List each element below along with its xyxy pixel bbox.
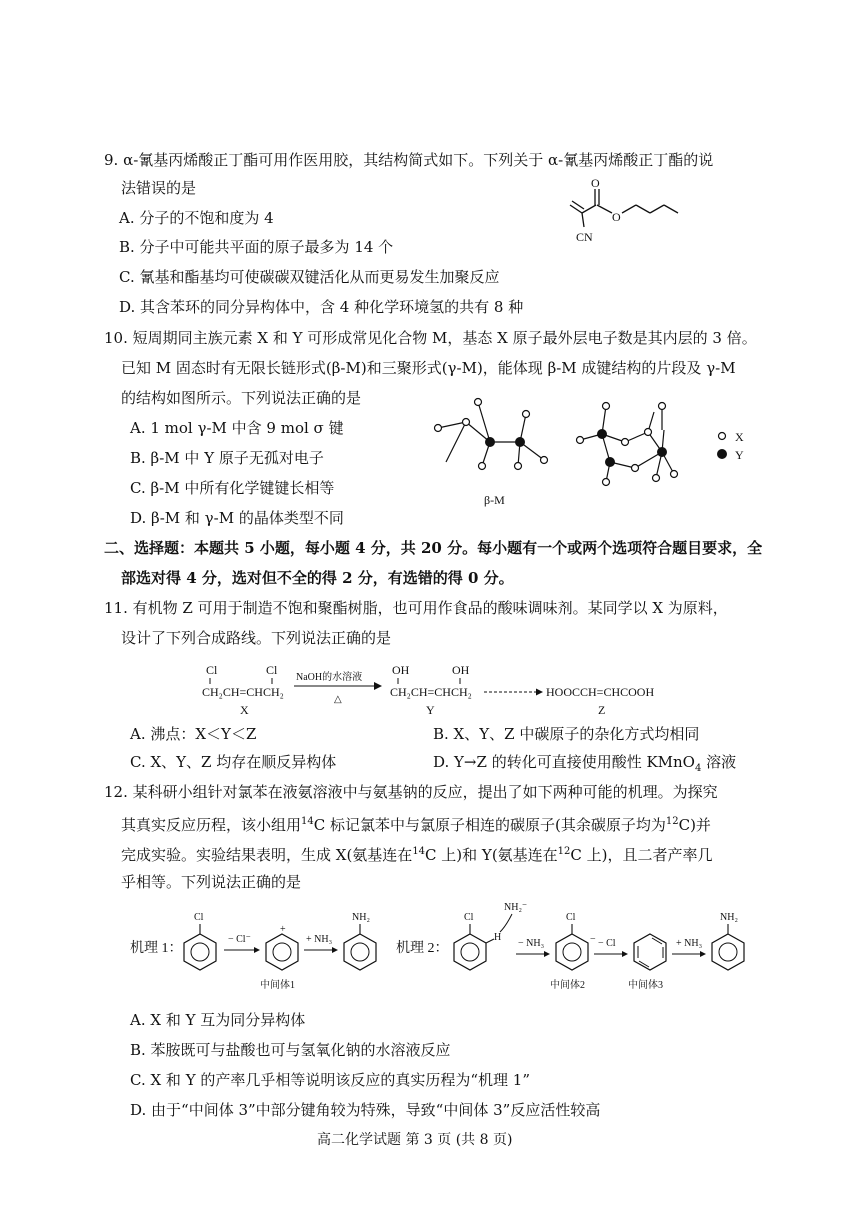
q11-y-label: Y	[426, 703, 435, 717]
q12-m1-plus-nh3: + NH₃	[306, 934, 333, 945]
q10-option-d: D. β-M 和 γ-M 的晶体类型不同	[130, 509, 344, 527]
q9-structure-diagram	[560, 175, 720, 255]
q12-option-c: C. X 和 Y 的产率几乎相等说明该反应的真实历程为“机理 1”	[130, 1071, 531, 1089]
q12-option-b: B. 苯胺既可与盐酸也可与氢氧化钠的水溶液反应	[130, 1041, 451, 1059]
q12-int3-label: 中间体3	[628, 980, 663, 991]
q10-structure-diagram	[430, 392, 770, 512]
q10-legend-x: X	[735, 430, 744, 444]
q11-option-a: A. 沸点：X＜Y＜Z	[130, 725, 257, 743]
q11-reagent-bottom: △	[334, 694, 342, 705]
q11-z-label: Z	[598, 703, 606, 717]
q11-reagent-top: NaOH的水溶液	[296, 672, 363, 683]
q11-option-d: D. Y→Z 的转化可直接使用酸性 KMnO$_4$ 溶液	[433, 753, 737, 774]
q9-stem-line1: 9. α-氰基丙烯酸正丁酯可用作医用胶，其结构简式如下。下列关于 α-氰基丙烯酸正丁酯的说	[104, 151, 714, 169]
svg-text:−: −	[590, 934, 596, 945]
section2-heading-line2: 部选对得 4 分，选对但不全的得 2 分，有选错的得 0 分。	[121, 569, 514, 587]
q9-struct-o-ester: O	[612, 210, 621, 224]
q12-m2-h: H	[494, 932, 502, 943]
q9-option-d: D. 其含苯环的同分异构体中，含 4 种化学环境氢的共有 8 种	[119, 298, 524, 316]
q12-stem-line3: 完成实验。实验结果表明，生成 X(氨基连在$^{14}$C 上)和 Y(氨基连在$^{12}$C 上)，且二者产率几	[121, 846, 713, 864]
q12-m2-nh2: NH₂	[720, 912, 738, 923]
q11-option-b: B. X、Y、Z 中碳原子的杂化方式均相同	[433, 725, 700, 743]
q12-m2-nh2-minus: NH₂⁻	[504, 902, 528, 913]
q12-stem-line1: 12. 某科研小组针对氯苯在液氨溶液中与氨基钠的反应，提出了如下两种可能的机理。为探究	[104, 783, 718, 801]
q11-x-cl1: Cl	[206, 663, 218, 677]
q12-int2-label: 中间体2	[550, 980, 585, 991]
q12-stem-line4: 乎相等。下列说法正确的是	[121, 873, 302, 891]
q12-m2-cl: Cl	[464, 912, 474, 923]
section2-heading-line1: 二、选择题：本题共 5 小题，每小题 4 分，共 20 分。每小题有一个或两个选项符合题目要求，全	[104, 539, 763, 557]
q11-option-c: C. X、Y、Z 均存在顺反异构体	[130, 753, 337, 771]
q12-m1-cl: Cl	[194, 912, 204, 923]
q12-m1-minus-cl: − Cl⁻	[228, 934, 251, 945]
q12-mech2-label: 机理 2：	[396, 941, 449, 956]
q10-option-b: B. β-M 中 Y 原子无孤对电子	[130, 449, 324, 467]
q10-option-a: A. 1 mol γ-M 中含 9 mol σ 键	[130, 419, 344, 437]
q12-m2-plus-nh3: + NH₃	[676, 938, 703, 949]
q9-struct-o-top: O	[591, 176, 600, 190]
q11-x-cl2: Cl	[266, 663, 278, 677]
q9-option-b: B. 分子中可能共平面的原子最多为 14 个	[119, 238, 394, 256]
q11-synthesis-route	[200, 660, 680, 718]
q12-mechanism-diagram	[120, 900, 760, 1000]
q11-stem-line1: 11. 有机物 Z 可用于制造不饱和聚酯树脂，也可用作食品的酸味调味剂。某同学以 X 为原料，	[104, 599, 728, 617]
q10-beta-m-label: β-M	[484, 493, 505, 507]
q11-x-label: X	[240, 703, 249, 717]
q11-y-oh1: OH	[392, 663, 410, 677]
page-footer: 高二化学试题 第 3 页 (共 8 页)	[317, 1132, 513, 1148]
q10-legend-y: Y	[735, 448, 744, 462]
q11-stem-line2: 设计了下列合成路线。下列说法正确的是	[121, 629, 392, 647]
q12-int2-cl: Cl	[566, 912, 576, 923]
q11-z-formula: HOOCCH=CHCOOH	[546, 685, 655, 699]
q12-option-a: A. X 和 Y 互为同分异构体	[130, 1011, 306, 1029]
q12-m2-minus-nh3: − NH₃	[518, 938, 545, 949]
q10-stem-line1: 10. 短周期同主族元素 X 和 Y 可形成常见化合物 M，基态 X 原子最外层电子数是其内层的 3 倍。	[104, 329, 757, 347]
q9-option-a: A. 分子的不饱和度为 4	[119, 209, 274, 227]
q12-m2-minus-cl: − Cl	[598, 938, 616, 949]
q10-stem-line2: 已知 M 固态时有无限长链形式(β-M)和三聚形式(γ-M)，能体现 β-M 成键结构的片段及 γ-M	[121, 359, 736, 377]
q12-m1-nh2: NH₂	[352, 912, 370, 923]
q9-struct-cn: CN	[576, 230, 593, 244]
q9-stem-line2: 法错误的是	[121, 179, 197, 197]
q10-option-c: C. β-M 中所有化学键键长相等	[130, 479, 335, 497]
q12-stem-line2: 其真实反应历程，该小组用$^{14}$C 标记氯苯中与氯原子相连的碳原子(其余碳原子均为$^{12}$C)并	[121, 816, 711, 834]
q11-y-oh2: OH	[452, 663, 470, 677]
svg-text:+: +	[280, 924, 286, 935]
q12-option-d: D. 由于“中间体 3”中部分键角较为特殊，导致“中间体 3”反应活性较高	[130, 1101, 601, 1119]
q12-int1-label: 中间体1	[260, 980, 295, 991]
q11-y-formula: CH₂CH=CHCH₂	[390, 685, 472, 699]
q9-option-c: C. 氰基和酯基均可使碳碳双键活化从而更易发生加聚反应	[119, 268, 500, 286]
q10-stem-line3: 的结构如图所示。下列说法正确的是	[121, 389, 362, 407]
q11-x-formula: CH₂CH=CHCH₂	[202, 685, 284, 699]
q12-mech1-label: 机理 1：	[130, 941, 183, 956]
